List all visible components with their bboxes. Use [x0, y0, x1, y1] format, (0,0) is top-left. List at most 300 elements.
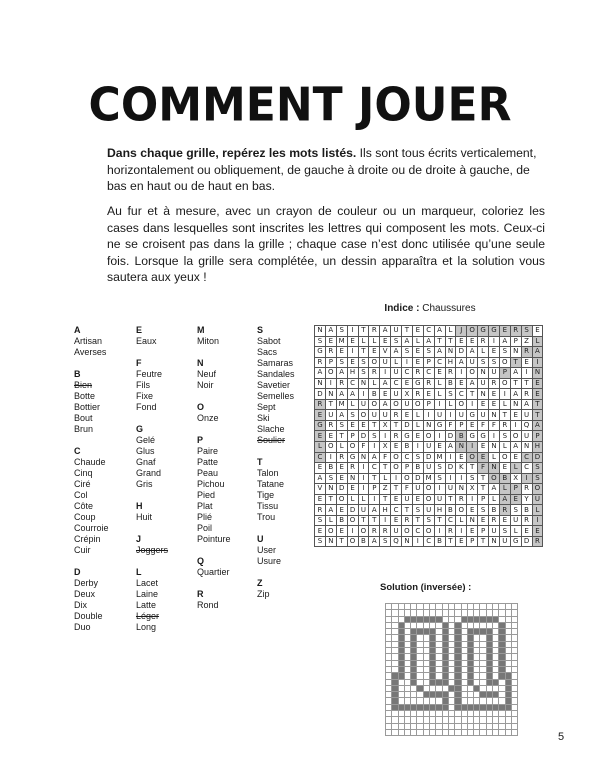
grid-cell[interactable]: R	[315, 357, 326, 368]
grid-cell[interactable]: I	[434, 526, 445, 537]
grid-cell[interactable]: E	[434, 442, 445, 453]
grid-cell[interactable]: F	[358, 442, 369, 453]
grid-cell[interactable]: U	[391, 526, 402, 537]
grid-cell[interactable]: R	[369, 368, 380, 379]
grid-cell[interactable]: C	[391, 505, 402, 516]
grid-cell[interactable]: I	[358, 389, 369, 400]
grid-cell[interactable]: F	[445, 420, 456, 431]
grid-cell[interactable]: S	[521, 326, 532, 337]
grid-cell[interactable]: R	[380, 526, 391, 537]
grid-cell[interactable]: B	[445, 378, 456, 389]
grid-cell[interactable]: E	[380, 336, 391, 347]
grid-cell[interactable]: X	[467, 484, 478, 495]
grid-cell[interactable]: S	[315, 536, 326, 547]
grid-cell[interactable]: U	[489, 368, 500, 379]
grid-cell[interactable]: G	[315, 420, 326, 431]
grid-cell[interactable]: L	[434, 389, 445, 400]
grid-cell[interactable]: O	[499, 452, 510, 463]
grid-cell[interactable]: I	[347, 326, 358, 337]
grid-cell[interactable]: C	[423, 326, 434, 337]
grid-cell[interactable]: E	[467, 505, 478, 516]
grid-cell[interactable]: L	[532, 336, 543, 347]
grid-cell[interactable]: U	[391, 326, 402, 337]
grid-cell[interactable]: E	[315, 431, 326, 442]
grid-cell[interactable]: E	[358, 420, 369, 431]
grid-cell[interactable]: A	[423, 336, 434, 347]
grid-cell[interactable]: A	[467, 378, 478, 389]
grid-cell[interactable]: L	[445, 326, 456, 337]
grid-cell[interactable]: E	[325, 336, 336, 347]
grid-cell[interactable]: O	[325, 442, 336, 453]
grid-cell[interactable]: N	[456, 442, 467, 453]
grid-cell[interactable]: L	[391, 357, 402, 368]
grid-cell[interactable]: E	[423, 389, 434, 400]
grid-cell[interactable]: I	[467, 494, 478, 505]
grid-cell[interactable]: E	[456, 336, 467, 347]
grid-cell[interactable]: R	[369, 326, 380, 337]
grid-cell[interactable]: S	[489, 357, 500, 368]
grid-cell[interactable]: P	[510, 484, 521, 495]
grid-cell[interactable]: T	[358, 515, 369, 526]
grid-cell[interactable]: E	[412, 431, 423, 442]
grid-cell[interactable]: S	[391, 336, 402, 347]
grid-cell[interactable]: T	[478, 484, 489, 495]
grid-cell[interactable]: L	[499, 442, 510, 453]
grid-cell[interactable]: U	[489, 526, 500, 537]
grid-cell[interactable]: I	[380, 431, 391, 442]
grid-cell[interactable]: L	[499, 484, 510, 495]
grid-cell[interactable]: N	[510, 347, 521, 358]
grid-cell[interactable]: E	[402, 378, 413, 389]
grid-cell[interactable]: C	[521, 463, 532, 474]
grid-cell[interactable]: R	[391, 410, 402, 421]
grid-cell[interactable]: U	[391, 368, 402, 379]
grid-cell[interactable]: T	[445, 536, 456, 547]
grid-cell[interactable]: A	[434, 326, 445, 337]
grid-cell[interactable]: T	[325, 399, 336, 410]
grid-cell[interactable]: E	[347, 420, 358, 431]
grid-cell[interactable]: E	[412, 347, 423, 358]
grid-cell[interactable]: A	[489, 484, 500, 495]
grid-cell[interactable]: E	[532, 326, 543, 337]
grid-cell[interactable]: U	[456, 410, 467, 421]
grid-cell[interactable]: S	[358, 357, 369, 368]
grid-cell[interactable]: N	[532, 368, 543, 379]
grid-cell[interactable]: B	[402, 442, 413, 453]
grid-cell[interactable]: S	[510, 505, 521, 516]
grid-cell[interactable]: E	[499, 515, 510, 526]
grid-cell[interactable]: R	[315, 505, 326, 516]
grid-cell[interactable]: P	[369, 484, 380, 495]
grid-cell[interactable]: A	[532, 420, 543, 431]
grid-cell[interactable]: G	[467, 410, 478, 421]
grid-cell[interactable]: O	[391, 463, 402, 474]
grid-cell[interactable]: U	[434, 410, 445, 421]
grid-cell[interactable]: R	[336, 378, 347, 389]
grid-cell[interactable]: A	[369, 452, 380, 463]
grid-cell[interactable]: E	[336, 463, 347, 474]
grid-cell[interactable]: R	[445, 526, 456, 537]
grid-cell[interactable]: R	[315, 399, 326, 410]
grid-cell[interactable]: I	[456, 368, 467, 379]
grid-cell[interactable]: E	[478, 452, 489, 463]
grid-cell[interactable]: A	[445, 442, 456, 453]
grid-cell[interactable]: R	[412, 368, 423, 379]
grid-cell[interactable]: R	[532, 536, 543, 547]
grid-cell[interactable]: R	[402, 515, 413, 526]
grid-cell[interactable]: U	[380, 357, 391, 368]
grid-cell[interactable]: R	[478, 336, 489, 347]
grid-cell[interactable]: E	[521, 357, 532, 368]
grid-cell[interactable]: T	[380, 494, 391, 505]
grid-cell[interactable]: O	[467, 326, 478, 337]
grid-cell[interactable]: E	[510, 452, 521, 463]
grid-cell[interactable]: R	[521, 484, 532, 495]
grid-cell[interactable]: I	[325, 378, 336, 389]
grid-cell[interactable]: T	[434, 515, 445, 526]
grid-cell[interactable]: U	[478, 410, 489, 421]
grid-cell[interactable]: E	[412, 326, 423, 337]
grid-cell[interactable]: O	[489, 473, 500, 484]
grid-cell[interactable]: S	[478, 505, 489, 516]
grid-cell[interactable]: O	[423, 526, 434, 537]
grid-cell[interactable]: S	[402, 347, 413, 358]
grid-cell[interactable]: P	[347, 431, 358, 442]
grid-cell[interactable]: B	[325, 463, 336, 474]
grid-cell[interactable]: P	[499, 368, 510, 379]
grid-cell[interactable]: U	[402, 494, 413, 505]
grid-cell[interactable]: G	[402, 431, 413, 442]
grid-cell[interactable]: T	[532, 410, 543, 421]
grid-cell[interactable]: Z	[521, 336, 532, 347]
grid-cell[interactable]: I	[445, 473, 456, 484]
grid-cell[interactable]: L	[336, 442, 347, 453]
grid-cell[interactable]: T	[521, 378, 532, 389]
grid-cell[interactable]: E	[315, 463, 326, 474]
grid-cell[interactable]: T	[369, 420, 380, 431]
grid-cell[interactable]: S	[478, 357, 489, 368]
grid-cell[interactable]: U	[499, 536, 510, 547]
grid-cell[interactable]: A	[336, 410, 347, 421]
grid-cell[interactable]: E	[467, 420, 478, 431]
grid-cell[interactable]: N	[347, 473, 358, 484]
grid-cell[interactable]: A	[499, 494, 510, 505]
grid-cell[interactable]: T	[336, 536, 347, 547]
grid-cell[interactable]: C	[456, 389, 467, 400]
grid-cell[interactable]: O	[423, 484, 434, 495]
grid-cell[interactable]: C	[412, 526, 423, 537]
grid-cell[interactable]: H	[532, 442, 543, 453]
grid-cell[interactable]: E	[467, 336, 478, 347]
grid-cell[interactable]: R	[336, 452, 347, 463]
grid-cell[interactable]: I	[380, 515, 391, 526]
grid-cell[interactable]: L	[358, 336, 369, 347]
grid-cell[interactable]: N	[325, 389, 336, 400]
grid-cell[interactable]: I	[467, 442, 478, 453]
grid-cell[interactable]: M	[423, 473, 434, 484]
grid-cell[interactable]: L	[412, 410, 423, 421]
grid-cell[interactable]: L	[412, 420, 423, 431]
grid-cell[interactable]: C	[521, 452, 532, 463]
grid-cell[interactable]: R	[510, 326, 521, 337]
grid-cell[interactable]: E	[532, 378, 543, 389]
grid-cell[interactable]: N	[325, 484, 336, 495]
grid-cell[interactable]: T	[358, 347, 369, 358]
grid-cell[interactable]: I	[358, 473, 369, 484]
grid-cell[interactable]: V	[380, 347, 391, 358]
grid-cell[interactable]: U	[510, 515, 521, 526]
grid-cell[interactable]: I	[423, 410, 434, 421]
grid-cell[interactable]: S	[467, 473, 478, 484]
grid-cell[interactable]: R	[369, 526, 380, 537]
grid-cell[interactable]: O	[358, 526, 369, 537]
grid-cell[interactable]: L	[347, 494, 358, 505]
grid-cell[interactable]: O	[499, 357, 510, 368]
grid-cell[interactable]: G	[478, 431, 489, 442]
grid-cell[interactable]: D	[402, 420, 413, 431]
grid-cell[interactable]: U	[445, 484, 456, 495]
grid-cell[interactable]: D	[521, 536, 532, 547]
grid-cell[interactable]: I	[510, 420, 521, 431]
grid-cell[interactable]: N	[478, 368, 489, 379]
grid-cell[interactable]: U	[369, 410, 380, 421]
grid-cell[interactable]: A	[347, 389, 358, 400]
grid-cell[interactable]: C	[423, 536, 434, 547]
grid-cell[interactable]: U	[521, 410, 532, 421]
grid-cell[interactable]: G	[347, 452, 358, 463]
grid-cell[interactable]: U	[402, 399, 413, 410]
grid-cell[interactable]: B	[489, 505, 500, 516]
grid-cell[interactable]: I	[434, 484, 445, 495]
grid-cell[interactable]: O	[402, 526, 413, 537]
grid-cell[interactable]: L	[489, 452, 500, 463]
grid-cell[interactable]: I	[521, 473, 532, 484]
grid-cell[interactable]: T	[478, 473, 489, 484]
grid-cell[interactable]: E	[489, 389, 500, 400]
grid-cell[interactable]: S	[315, 336, 326, 347]
grid-cell[interactable]: A	[510, 442, 521, 453]
grid-cell[interactable]: A	[380, 326, 391, 337]
grid-cell[interactable]: T	[478, 536, 489, 547]
grid-cell[interactable]: N	[423, 420, 434, 431]
grid-cell[interactable]: P	[423, 357, 434, 368]
grid-cell[interactable]: O	[347, 536, 358, 547]
grid-cell[interactable]: P	[456, 420, 467, 431]
grid-cell[interactable]: R	[521, 347, 532, 358]
grid-cell[interactable]: J	[456, 326, 467, 337]
grid-cell[interactable]: L	[510, 526, 521, 537]
grid-cell[interactable]: T	[369, 473, 380, 484]
grid-cell[interactable]: E	[489, 347, 500, 358]
grid-cell[interactable]: D	[315, 389, 326, 400]
grid-cell[interactable]: S	[423, 347, 434, 358]
grid-cell[interactable]: R	[347, 463, 358, 474]
grid-cell[interactable]: T	[336, 431, 347, 442]
grid-cell[interactable]: T	[445, 494, 456, 505]
grid-cell[interactable]: R	[499, 420, 510, 431]
grid-cell[interactable]: A	[521, 399, 532, 410]
grid-cell[interactable]: S	[532, 463, 543, 474]
grid-cell[interactable]: C	[369, 463, 380, 474]
grid-cell[interactable]: U	[391, 389, 402, 400]
grid-cell[interactable]: X	[380, 442, 391, 453]
grid-cell[interactable]: A	[391, 347, 402, 358]
grid-cell[interactable]: E	[336, 505, 347, 516]
grid-cell[interactable]: A	[380, 399, 391, 410]
grid-cell[interactable]: H	[380, 505, 391, 516]
grid-cell[interactable]: E	[380, 389, 391, 400]
grid-cell[interactable]: I	[532, 357, 543, 368]
grid-cell[interactable]: U	[380, 410, 391, 421]
grid-cell[interactable]: L	[412, 336, 423, 347]
grid-cell[interactable]: A	[315, 473, 326, 484]
grid-cell[interactable]: I	[434, 399, 445, 410]
grid-cell[interactable]: P	[423, 399, 434, 410]
grid-cell[interactable]: M	[434, 452, 445, 463]
grid-cell[interactable]: T	[358, 326, 369, 337]
grid-cell[interactable]: D	[445, 463, 456, 474]
grid-cell[interactable]: E	[369, 347, 380, 358]
grid-cell[interactable]: I	[456, 526, 467, 537]
grid-cell[interactable]: A	[402, 336, 413, 347]
grid-cell[interactable]: E	[467, 526, 478, 537]
grid-cell[interactable]: S	[412, 505, 423, 516]
grid-cell[interactable]: S	[358, 368, 369, 379]
grid-cell[interactable]: I	[369, 494, 380, 505]
grid-cell[interactable]: S	[380, 536, 391, 547]
grid-cell[interactable]: I	[532, 515, 543, 526]
grid-cell[interactable]: S	[336, 326, 347, 337]
grid-cell[interactable]: O	[510, 431, 521, 442]
grid-cell[interactable]: I	[489, 431, 500, 442]
grid-cell[interactable]: S	[434, 473, 445, 484]
grid-cell[interactable]: B	[456, 431, 467, 442]
grid-cell[interactable]: T	[412, 515, 423, 526]
grid-cell[interactable]: I	[369, 442, 380, 453]
grid-cell[interactable]: I	[412, 442, 423, 453]
grid-cell[interactable]: A	[369, 505, 380, 516]
grid-cell[interactable]: L	[489, 494, 500, 505]
grid-cell[interactable]: A	[369, 536, 380, 547]
grid-cell[interactable]: I	[347, 526, 358, 537]
grid-cell[interactable]: Q	[521, 420, 532, 431]
grid-cell[interactable]: O	[325, 526, 336, 537]
grid-cell[interactable]: A	[467, 347, 478, 358]
grid-cell[interactable]: X	[380, 420, 391, 431]
grid-cell[interactable]: D	[336, 484, 347, 495]
grid-cell[interactable]: O	[358, 410, 369, 421]
grid-cell[interactable]: E	[510, 494, 521, 505]
grid-cell[interactable]: R	[325, 420, 336, 431]
grid-cell[interactable]: G	[489, 326, 500, 337]
grid-cell[interactable]: N	[489, 442, 500, 453]
grid-cell[interactable]: T	[391, 420, 402, 431]
grid-cell[interactable]: S	[369, 431, 380, 442]
grid-cell[interactable]: O	[325, 368, 336, 379]
grid-cell[interactable]: R	[445, 368, 456, 379]
grid-cell[interactable]: A	[315, 368, 326, 379]
grid-cell[interactable]: S	[423, 515, 434, 526]
grid-cell[interactable]: O	[347, 442, 358, 453]
grid-cell[interactable]: E	[391, 494, 402, 505]
grid-cell[interactable]: N	[478, 389, 489, 400]
grid-cell[interactable]: U	[478, 378, 489, 389]
grid-cell[interactable]: F	[478, 463, 489, 474]
grid-cell[interactable]: A	[336, 368, 347, 379]
grid-cell[interactable]: O	[456, 505, 467, 516]
grid-cell[interactable]: N	[315, 378, 326, 389]
grid-cell[interactable]: F	[402, 484, 413, 495]
grid-cell[interactable]: E	[532, 389, 543, 400]
grid-cell[interactable]: O	[347, 515, 358, 526]
grid-cell[interactable]: Y	[521, 494, 532, 505]
grid-cell[interactable]: N	[325, 536, 336, 547]
grid-cell[interactable]: U	[325, 410, 336, 421]
grid-cell[interactable]: R	[456, 494, 467, 505]
grid-cell[interactable]: A	[456, 357, 467, 368]
grid-cell[interactable]: I	[347, 347, 358, 358]
grid-cell[interactable]: O	[467, 452, 478, 463]
grid-cell[interactable]: A	[434, 347, 445, 358]
grid-cell[interactable]: E	[510, 410, 521, 421]
grid-cell[interactable]: S	[412, 452, 423, 463]
grid-cell[interactable]: R	[423, 378, 434, 389]
grid-cell[interactable]: X	[510, 473, 521, 484]
grid-cell[interactable]: I	[402, 357, 413, 368]
grid-cell[interactable]: T	[402, 326, 413, 337]
grid-cell[interactable]: E	[489, 399, 500, 410]
grid-cell[interactable]: N	[521, 442, 532, 453]
grid-cell[interactable]: O	[467, 368, 478, 379]
grid-cell[interactable]: D	[347, 505, 358, 516]
grid-cell[interactable]: R	[489, 515, 500, 526]
grid-cell[interactable]: D	[423, 452, 434, 463]
grid-cell[interactable]: P	[532, 431, 543, 442]
grid-cell[interactable]: I	[499, 389, 510, 400]
grid-cell[interactable]: C	[445, 515, 456, 526]
grid-cell[interactable]: F	[478, 420, 489, 431]
grid-cell[interactable]: E	[456, 452, 467, 463]
grid-cell[interactable]: B	[336, 515, 347, 526]
grid-cell[interactable]: L	[532, 505, 543, 516]
grid-cell[interactable]: I	[489, 336, 500, 347]
grid-cell[interactable]: M	[336, 399, 347, 410]
grid-cell[interactable]: P	[478, 526, 489, 537]
grid-cell[interactable]: G	[510, 536, 521, 547]
grid-cell[interactable]: B	[445, 505, 456, 516]
grid-cell[interactable]: O	[369, 399, 380, 410]
grid-cell[interactable]: S	[434, 463, 445, 474]
grid-cell[interactable]: E	[456, 378, 467, 389]
grid-cell[interactable]: A	[325, 505, 336, 516]
grid-cell[interactable]: G	[478, 326, 489, 337]
grid-cell[interactable]: C	[347, 378, 358, 389]
grid-cell[interactable]: O	[336, 494, 347, 505]
grid-cell[interactable]: E	[499, 326, 510, 337]
grid-cell[interactable]: B	[521, 505, 532, 516]
grid-cell[interactable]: S	[499, 526, 510, 537]
grid-cell[interactable]: E	[478, 515, 489, 526]
grid-cell[interactable]: E	[402, 410, 413, 421]
grid-cell[interactable]: E	[347, 484, 358, 495]
grid-cell[interactable]: C	[423, 368, 434, 379]
grid-cell[interactable]: O	[412, 399, 423, 410]
grid-cell[interactable]: R	[499, 505, 510, 516]
grid-cell[interactable]: E	[499, 463, 510, 474]
grid-cell[interactable]: U	[358, 505, 369, 516]
grid-cell[interactable]: P	[467, 536, 478, 547]
grid-cell[interactable]: X	[402, 389, 413, 400]
